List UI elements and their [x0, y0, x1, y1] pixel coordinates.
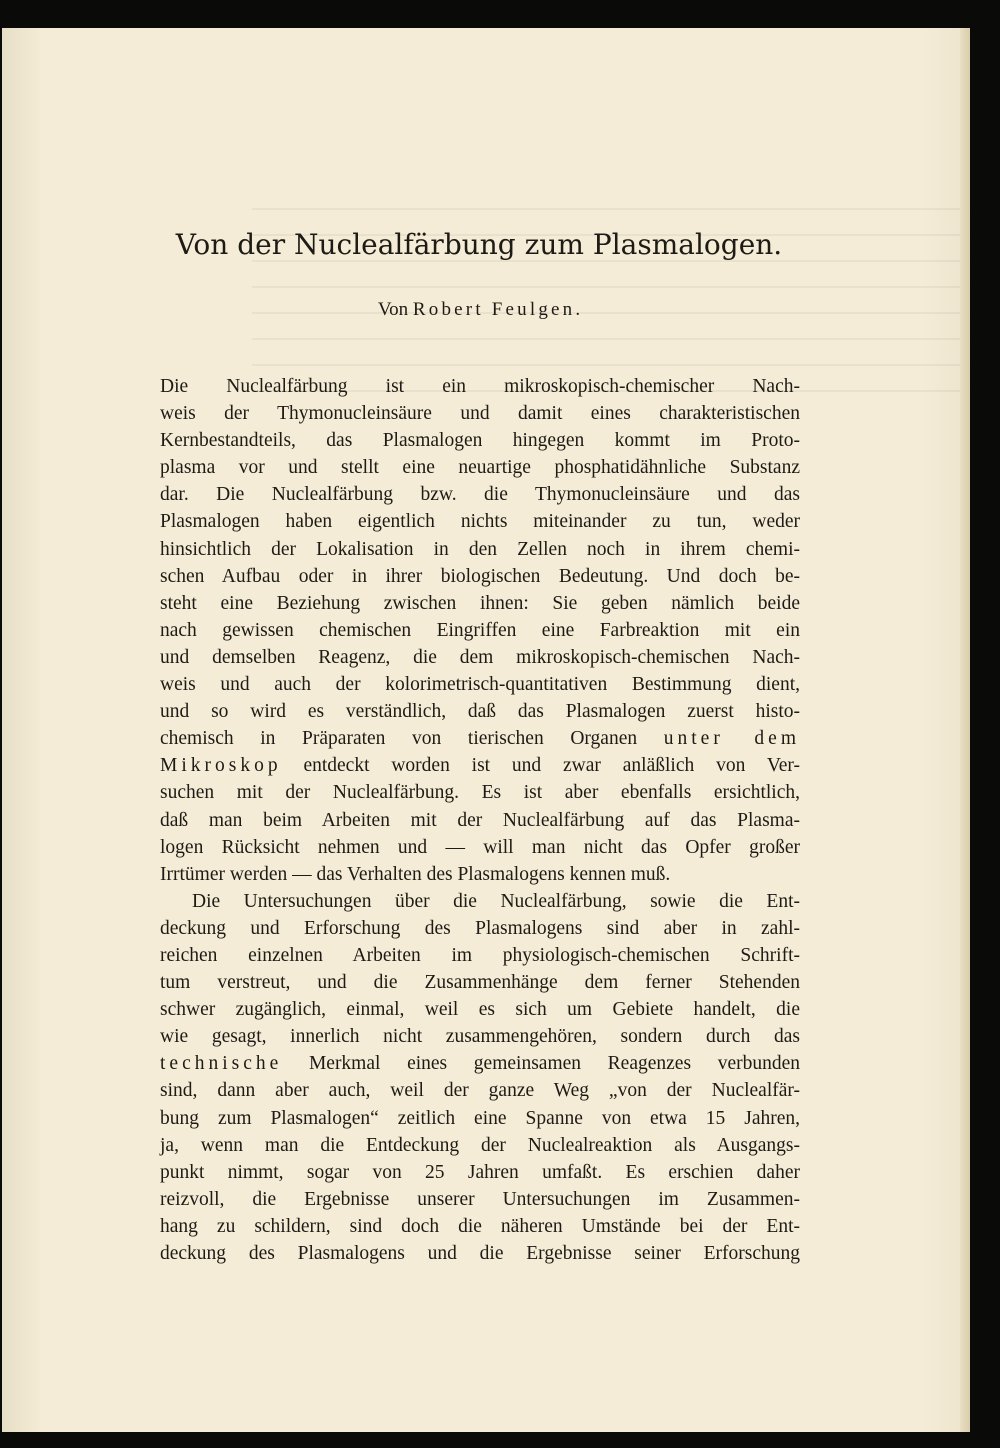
text-line: [160, 942, 800, 969]
line-text: nach gewissen chemischen Eingriffen eine Farbreaktion mit ein: [160, 619, 800, 641]
page-edge: [960, 28, 970, 1432]
text-line: [160, 752, 800, 779]
line-text: deckung des Plasmalogens und die Ergebnisse seiner Erforschung: [160, 1243, 800, 1264]
text-line: [160, 807, 800, 834]
text-line: [160, 1105, 800, 1132]
author-line: [0, 299, 958, 321]
line-text: Die Nuclealfärbung ist ein mikroskopisch-chemischer Nach-: [160, 376, 800, 397]
line-text: chemisch in Präparaten von tierischen Organen: [160, 728, 664, 750]
line-text: bung zum Plasmalogen“ zeitlich eine Spanne von etwa 15 Jahren,: [160, 1107, 800, 1129]
line-text: Merkmal eines gemeinsamen Reagenzes verbunden: [282, 1053, 800, 1075]
line-text: Plasmalogen haben eigentlich nichts miteinander zu tun, weder: [160, 511, 800, 533]
line-text: Kernbestandteils, das Plasmalogen hingegen kommt im Proto-: [160, 430, 800, 452]
line-text: daß man beim Arbeiten mit der Nuclealfärbung auf das Plasma-: [160, 809, 800, 831]
article-title: Von der Nuclealfärbung zum Plasmalogen.: [175, 228, 783, 261]
emphasized-text: unter dem: [663, 728, 801, 750]
text-line: [160, 888, 800, 915]
line-text: wie gesagt, innerlich nicht zusammengehören, sondern durch das: [160, 1026, 800, 1048]
text-line: [160, 779, 800, 806]
line-text: reichen einzelnen Arbeiten im physiologisch-chemischen Schrift-: [160, 944, 800, 966]
emphasized-text: technische: [160, 1053, 283, 1075]
text-line: [160, 996, 800, 1023]
text-line: [160, 1240, 800, 1267]
text-line: [160, 563, 800, 590]
text-line: [160, 454, 800, 481]
line-text: steht eine Beziehung zwischen ihnen: Sie geben nämlich beide: [160, 592, 800, 614]
text-line: [160, 536, 800, 563]
line-text: plasma vor und stellt eine neuartige phosphatidähnliche Substanz: [160, 457, 800, 479]
text-line: [160, 698, 800, 725]
text-line: [160, 1077, 800, 1104]
line-text: ja, wenn man die Entdeckung der Nuclealreaktion als Ausgangs-: [160, 1134, 800, 1156]
line-text: logen Rücksicht nehmen und — will man nicht das Opfer großer: [160, 836, 800, 858]
line-text: suchen mit der Nuclealfärbung. Es ist aber ebenfalls ersichtlich,: [160, 782, 800, 804]
text-line: [160, 725, 800, 752]
text-line: [160, 644, 800, 671]
line-text: schwer zugänglich, einmal, weil es sich um Gebiete handelt, die: [160, 999, 800, 1021]
text-line: [160, 834, 800, 861]
line-text: weis und auch der kolorimetrisch-quantitativen Bestimmung dient,: [160, 674, 800, 696]
text-line: [160, 1050, 800, 1077]
line-text: hinsichtlich der Lokalisation in den Zellen noch in ihrem chemi-: [160, 538, 800, 560]
author-name: Robert Feulgen: [412, 299, 576, 320]
line-text: hang zu schildern, sind doch die näheren Umstände bei der Ent-: [160, 1215, 800, 1237]
line-text: tum verstreut, und die Zusammenhänge dem ferner Stehenden: [160, 972, 800, 994]
text-line: [160, 590, 800, 617]
text-line: [160, 1186, 800, 1213]
line-text: deckung und Erforschung des Plasmalogens sind aber in zahl-: [160, 917, 800, 939]
line-text: und demselben Reagenz, die dem mikroskopisch-chemischen Nach-: [160, 646, 800, 668]
text-line: [160, 508, 800, 535]
text-line: [160, 969, 800, 996]
line-text: punkt nimmt, sogar von 25 Jahren umfaßt. Es erschien daher: [160, 1161, 800, 1183]
line-text: reizvoll, die Ergebnisse unserer Untersuchungen im Zusammen-: [160, 1188, 800, 1210]
text-line: [160, 400, 800, 427]
line-text: weis der Thymonucleinsäure und damit eines charakteristischen: [160, 403, 800, 425]
text-line: [160, 1132, 800, 1159]
line-text: schen Aufbau oder in ihrer biologischen Bedeutung. Und doch be-: [160, 565, 800, 587]
text-line: [160, 617, 800, 644]
text-line: [160, 481, 800, 508]
line-text: dar. Die Nuclealfärbung bzw. die Thymonucleinsäure und das: [160, 484, 800, 506]
text-line: [160, 861, 800, 888]
body-text: [160, 373, 800, 1267]
line-text: und so wird es verständlich, daß das Plasmalogen zuerst histo-: [160, 701, 800, 723]
text-line: [160, 427, 800, 454]
author-suffix: .: [575, 299, 581, 320]
text-line: [160, 915, 800, 942]
text-line: [160, 373, 800, 400]
text-line: [160, 1213, 800, 1240]
emphasized-text: Mikroskop: [160, 755, 282, 777]
text-line: [160, 671, 800, 698]
author-prefix: Von: [377, 299, 409, 320]
line-text: Die Untersuchungen über die Nuclealfärbung, sowie die Ent-: [192, 890, 800, 912]
line-text: entdeckt worden ist und zwar anläßlich von Ver-: [281, 755, 800, 777]
text-line: [160, 1023, 800, 1050]
line-text: Irrtümer werden — das Verhalten des Plasmalogens kennen muß.: [160, 863, 671, 885]
line-text: sind, dann aber auch, weil der ganze Weg „von der Nuclealfär-: [160, 1080, 800, 1102]
text-line: [160, 1159, 800, 1186]
